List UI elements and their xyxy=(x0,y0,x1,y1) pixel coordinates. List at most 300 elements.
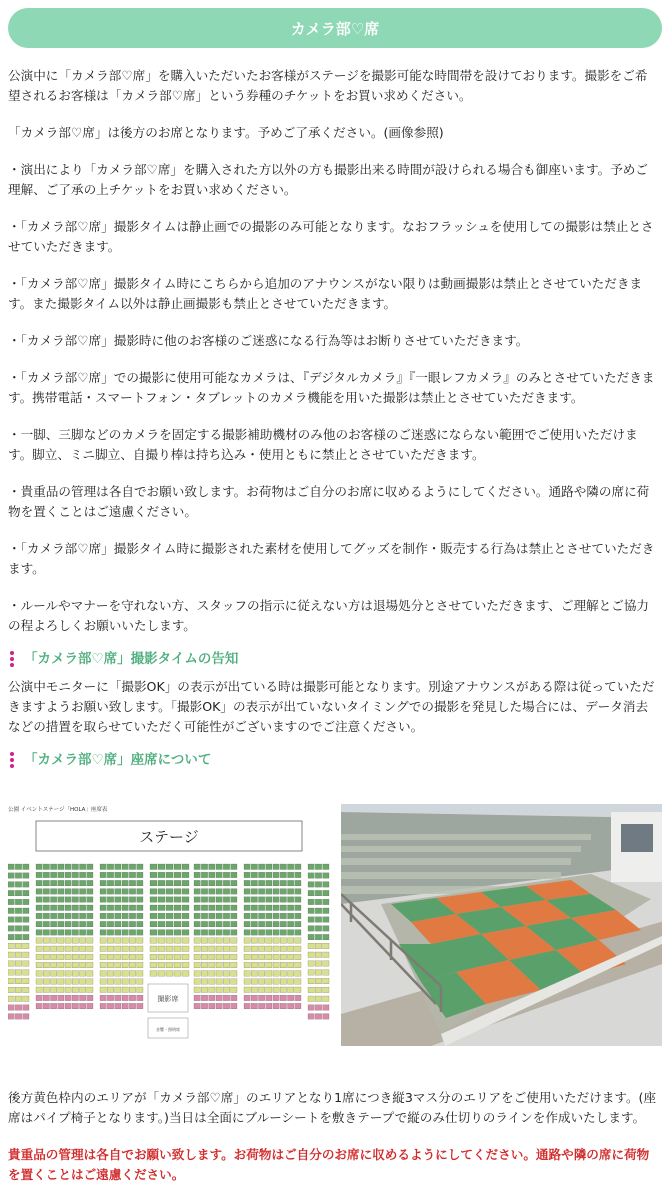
seat xyxy=(72,995,78,1001)
seat xyxy=(80,954,86,960)
seat xyxy=(100,954,106,960)
seat xyxy=(231,905,237,911)
seat xyxy=(308,952,314,958)
seat xyxy=(166,946,173,952)
seat xyxy=(295,938,301,944)
seat xyxy=(244,930,250,936)
seat xyxy=(166,938,173,944)
seat xyxy=(137,872,143,878)
rule-item: ・ルールやマナーを守れない方、スタッフの指示に従えない方は退場処分とさせていただきます、ご理解とご協力の程よろしくお願いいたします。 xyxy=(8,598,650,633)
seat xyxy=(174,954,181,960)
seat xyxy=(209,987,215,993)
seat xyxy=(223,913,229,919)
seat xyxy=(129,1003,135,1009)
seat xyxy=(216,954,222,960)
seat xyxy=(107,995,113,1001)
seat xyxy=(122,1003,128,1009)
seat xyxy=(107,889,113,895)
seat xyxy=(115,938,121,944)
seat xyxy=(216,905,222,911)
seat xyxy=(51,921,57,927)
seat xyxy=(129,971,135,977)
seat xyxy=(244,954,250,960)
seat xyxy=(158,864,165,870)
seat xyxy=(8,987,14,993)
seat xyxy=(251,1003,257,1009)
seat xyxy=(87,889,93,895)
seat xyxy=(273,962,279,968)
seat xyxy=(273,913,279,919)
seat xyxy=(137,987,143,993)
seat xyxy=(273,864,279,870)
seat xyxy=(100,946,106,952)
seat xyxy=(315,926,321,932)
seat xyxy=(295,905,301,911)
seat xyxy=(100,938,106,944)
seat xyxy=(137,954,143,960)
rule-item: ・貴重品の管理は各自でお願い致します。お荷物はご自分のお席に収めるようにしてください。通路や隣の席に荷物を置くことはご遠慮ください。 xyxy=(8,484,650,519)
seat xyxy=(72,905,78,911)
pa-label: 音響・照明席 xyxy=(156,1027,180,1032)
seat xyxy=(251,872,257,878)
seat xyxy=(295,979,301,985)
seat xyxy=(315,934,321,940)
seat xyxy=(65,946,71,952)
seat xyxy=(244,880,250,886)
seat xyxy=(266,954,272,960)
seat xyxy=(107,1003,113,1009)
seat xyxy=(182,954,189,960)
seat xyxy=(266,921,272,927)
seat xyxy=(182,897,189,903)
seat xyxy=(216,938,222,944)
camera-area-label: 撮影席 xyxy=(157,995,179,1003)
seat xyxy=(65,954,71,960)
seat xyxy=(129,913,135,919)
seat xyxy=(115,987,121,993)
seat xyxy=(273,995,279,1001)
seat xyxy=(266,995,272,1001)
seat xyxy=(58,971,64,977)
seat xyxy=(87,962,93,968)
seat xyxy=(150,971,157,977)
seat xyxy=(87,954,93,960)
section-heading-seats xyxy=(6,750,660,770)
seat xyxy=(174,938,181,944)
seat xyxy=(323,996,329,1002)
seat xyxy=(87,872,93,878)
seat xyxy=(137,930,143,936)
seat xyxy=(259,864,265,870)
seat xyxy=(201,913,207,919)
seating-area-photo xyxy=(341,804,662,1046)
seat xyxy=(43,880,49,886)
seat xyxy=(158,921,165,927)
seat xyxy=(100,872,106,878)
seat xyxy=(107,938,113,944)
seat xyxy=(280,971,286,977)
seat xyxy=(266,971,272,977)
seat xyxy=(295,946,301,952)
seat xyxy=(23,943,29,949)
seat xyxy=(251,938,257,944)
seat xyxy=(295,897,301,903)
seat xyxy=(23,890,29,896)
seat xyxy=(58,946,64,952)
section-heading-notice xyxy=(6,649,660,669)
seat xyxy=(259,872,265,878)
seat xyxy=(209,979,215,985)
seat xyxy=(308,970,314,976)
seat xyxy=(87,913,93,919)
seat xyxy=(36,889,42,895)
seat xyxy=(174,913,181,919)
seat xyxy=(115,954,121,960)
seat xyxy=(166,880,173,886)
seat xyxy=(182,872,189,878)
seat xyxy=(166,954,173,960)
seat xyxy=(80,938,86,944)
seat xyxy=(308,899,314,905)
seat xyxy=(209,880,215,886)
seat xyxy=(308,1014,314,1020)
seat xyxy=(166,889,173,895)
seat xyxy=(58,962,64,968)
seat xyxy=(295,1003,301,1009)
seat xyxy=(216,921,222,927)
seat xyxy=(209,905,215,911)
seat xyxy=(259,946,265,952)
seat xyxy=(231,1003,237,1009)
seat xyxy=(201,971,207,977)
seat xyxy=(150,954,157,960)
seat xyxy=(150,946,157,952)
seat xyxy=(280,946,286,952)
seat xyxy=(231,930,237,936)
seat xyxy=(58,905,64,911)
seat xyxy=(72,954,78,960)
seat xyxy=(80,1003,86,1009)
seat xyxy=(51,946,57,952)
seat xyxy=(308,908,314,914)
seat xyxy=(216,872,222,878)
seat xyxy=(80,913,86,919)
seat xyxy=(100,921,106,927)
seat xyxy=(72,1003,78,1009)
seat xyxy=(36,880,42,886)
seat xyxy=(122,921,128,927)
seat xyxy=(194,995,200,1001)
seat xyxy=(58,995,64,1001)
warning-text: 貴重品の管理は各自でお願い致します。お荷物はご自分のお席に収めるようにしてください。通路や隣の席に荷物を置くことはご遠慮ください。 xyxy=(8,1147,650,1182)
seat xyxy=(223,995,229,1001)
seat xyxy=(107,987,113,993)
seat-map-caption: 公園 イベントステージ「HOLA」座席表 xyxy=(8,807,108,813)
seat xyxy=(65,872,71,878)
seat xyxy=(166,962,173,968)
seat xyxy=(107,921,113,927)
seat xyxy=(58,913,64,919)
seat xyxy=(122,954,128,960)
seat xyxy=(80,987,86,993)
seat xyxy=(80,995,86,1001)
seat xyxy=(8,978,14,984)
seat xyxy=(129,897,135,903)
seat xyxy=(288,1003,294,1009)
seat xyxy=(158,913,165,919)
seat xyxy=(15,970,21,976)
seat xyxy=(194,938,200,944)
seat xyxy=(295,954,301,960)
seat xyxy=(174,897,181,903)
seat xyxy=(223,946,229,952)
seat xyxy=(323,987,329,993)
seat xyxy=(8,864,14,870)
seat xyxy=(158,954,165,960)
seat xyxy=(72,938,78,944)
seat xyxy=(323,908,329,914)
seat xyxy=(295,889,301,895)
seat xyxy=(72,930,78,936)
seat xyxy=(201,938,207,944)
seat xyxy=(36,954,42,960)
seat xyxy=(115,913,121,919)
seat xyxy=(150,864,157,870)
seat xyxy=(72,897,78,903)
seat xyxy=(51,872,57,878)
seat xyxy=(129,872,135,878)
seat xyxy=(251,930,257,936)
seat xyxy=(23,1005,29,1011)
seat xyxy=(51,979,57,985)
seat xyxy=(8,1005,14,1011)
seat xyxy=(15,908,21,914)
seat xyxy=(251,913,257,919)
seat xyxy=(280,872,286,878)
seat xyxy=(129,889,135,895)
seat xyxy=(209,921,215,927)
seat xyxy=(273,921,279,927)
seat xyxy=(315,908,321,914)
seat xyxy=(259,880,265,886)
seat xyxy=(58,864,64,870)
seat xyxy=(158,872,165,878)
notice-paragraph: 公演中モニターに「撮影OK」の表示が出ている時は撮影可能となります。別途アナウンスがある際は従っていただきますようお願い致します。「撮影OK」の表示が出ていないタイミングでの撮影を発見した場合には、データ消去などの措置を取らせていただく可能性がございますのでご注意ください。 xyxy=(8,679,655,734)
seat xyxy=(122,938,128,944)
seat xyxy=(129,905,135,911)
seat xyxy=(36,946,42,952)
seat xyxy=(65,913,71,919)
seat xyxy=(308,934,314,940)
seat xyxy=(280,954,286,960)
seat xyxy=(323,926,329,932)
seat xyxy=(273,1003,279,1009)
seat xyxy=(87,864,93,870)
seat xyxy=(65,962,71,968)
seat xyxy=(51,954,57,960)
seat xyxy=(36,930,42,936)
seat xyxy=(122,930,128,936)
seat xyxy=(174,872,181,878)
seat xyxy=(231,872,237,878)
seat xyxy=(223,921,229,927)
seat xyxy=(201,995,207,1001)
seat xyxy=(100,880,106,886)
seat xyxy=(23,970,29,976)
seat xyxy=(315,996,321,1002)
seat xyxy=(80,889,86,895)
seat xyxy=(158,897,165,903)
seat xyxy=(100,1003,106,1009)
seat xyxy=(308,1005,314,1011)
seat xyxy=(182,905,189,911)
seat xyxy=(65,930,71,936)
rule-item: ・「カメラ部♡席」撮影タイム時にこちらから追加のアナウンスがない限りは動画撮影は禁止とさせていただきます。また撮影タイム以外は静止画撮影も禁止とさせていただきます。 xyxy=(8,276,643,311)
seat xyxy=(8,890,14,896)
seat xyxy=(315,864,321,870)
seat xyxy=(43,962,49,968)
seat xyxy=(273,897,279,903)
seat xyxy=(223,889,229,895)
seat xyxy=(259,954,265,960)
seat xyxy=(273,954,279,960)
seat xyxy=(58,954,64,960)
seat xyxy=(308,978,314,984)
seat xyxy=(323,952,329,958)
seat xyxy=(166,905,173,911)
seat xyxy=(308,943,314,949)
seat xyxy=(115,995,121,1001)
seat xyxy=(231,889,237,895)
seat xyxy=(80,880,86,886)
seat xyxy=(280,905,286,911)
seat xyxy=(295,872,301,878)
seat xyxy=(23,873,29,879)
seat xyxy=(223,897,229,903)
seat xyxy=(8,873,14,879)
seat xyxy=(315,987,321,993)
seat xyxy=(266,905,272,911)
stage-label: ステージ xyxy=(139,828,199,846)
page-title: カメラ部♡席 xyxy=(290,19,380,38)
seat xyxy=(244,864,250,870)
seat xyxy=(129,954,135,960)
seat xyxy=(266,897,272,903)
seat xyxy=(201,921,207,927)
seat xyxy=(43,971,49,977)
seat xyxy=(259,897,265,903)
seat xyxy=(280,1003,286,1009)
seat xyxy=(137,889,143,895)
seat xyxy=(315,882,321,888)
seat xyxy=(115,897,121,903)
seat xyxy=(194,872,200,878)
seat xyxy=(201,946,207,952)
seat xyxy=(315,961,321,967)
seat xyxy=(216,897,222,903)
seat xyxy=(216,930,222,936)
seat xyxy=(15,952,21,958)
seat xyxy=(231,921,237,927)
seat xyxy=(100,971,106,977)
seat xyxy=(122,864,128,870)
seat xyxy=(158,905,165,911)
seat xyxy=(295,864,301,870)
seat xyxy=(194,971,200,977)
seat xyxy=(244,995,250,1001)
seat xyxy=(43,946,49,952)
seat xyxy=(323,882,329,888)
seat xyxy=(288,889,294,895)
seat xyxy=(323,864,329,870)
seat xyxy=(23,996,29,1002)
seat xyxy=(122,889,128,895)
rule-item: ・「カメラ部♡席」撮影タイムは静止画での撮影のみ可能となります。なおフラッシュを使用しての撮影は禁止とさせていただきます。 xyxy=(8,219,654,254)
seat xyxy=(122,971,128,977)
seat xyxy=(251,905,257,911)
seat xyxy=(308,926,314,932)
seat xyxy=(273,971,279,977)
seat xyxy=(259,889,265,895)
seat xyxy=(223,938,229,944)
seat xyxy=(100,864,106,870)
seat xyxy=(15,1005,21,1011)
seat xyxy=(266,872,272,878)
seat xyxy=(129,946,135,952)
seat xyxy=(315,917,321,923)
seat xyxy=(251,864,257,870)
seat xyxy=(100,962,106,968)
seat xyxy=(23,978,29,984)
seat xyxy=(174,880,181,886)
seat xyxy=(244,962,250,968)
seat xyxy=(15,926,21,932)
seat xyxy=(8,970,14,976)
seat xyxy=(100,987,106,993)
seat xyxy=(58,1003,64,1009)
seat xyxy=(23,899,29,905)
seat xyxy=(201,987,207,993)
seat xyxy=(115,971,121,977)
seat xyxy=(273,930,279,936)
seat xyxy=(259,905,265,911)
seat xyxy=(174,971,181,977)
seat xyxy=(87,946,93,952)
seat xyxy=(273,979,279,985)
seat xyxy=(244,897,250,903)
seat xyxy=(137,938,143,944)
seat xyxy=(209,872,215,878)
seat xyxy=(174,889,181,895)
seat xyxy=(288,872,294,878)
seat xyxy=(129,880,135,886)
seat xyxy=(43,979,49,985)
seat xyxy=(266,1003,272,1009)
seat xyxy=(280,930,286,936)
seat xyxy=(244,938,250,944)
seat xyxy=(280,913,286,919)
seat xyxy=(43,889,49,895)
seat xyxy=(194,889,200,895)
seat xyxy=(244,1003,250,1009)
seat xyxy=(137,913,143,919)
seat xyxy=(280,921,286,927)
seat xyxy=(87,987,93,993)
seat xyxy=(158,971,165,977)
seat xyxy=(166,872,173,878)
seat xyxy=(23,864,29,870)
seat xyxy=(295,930,301,936)
